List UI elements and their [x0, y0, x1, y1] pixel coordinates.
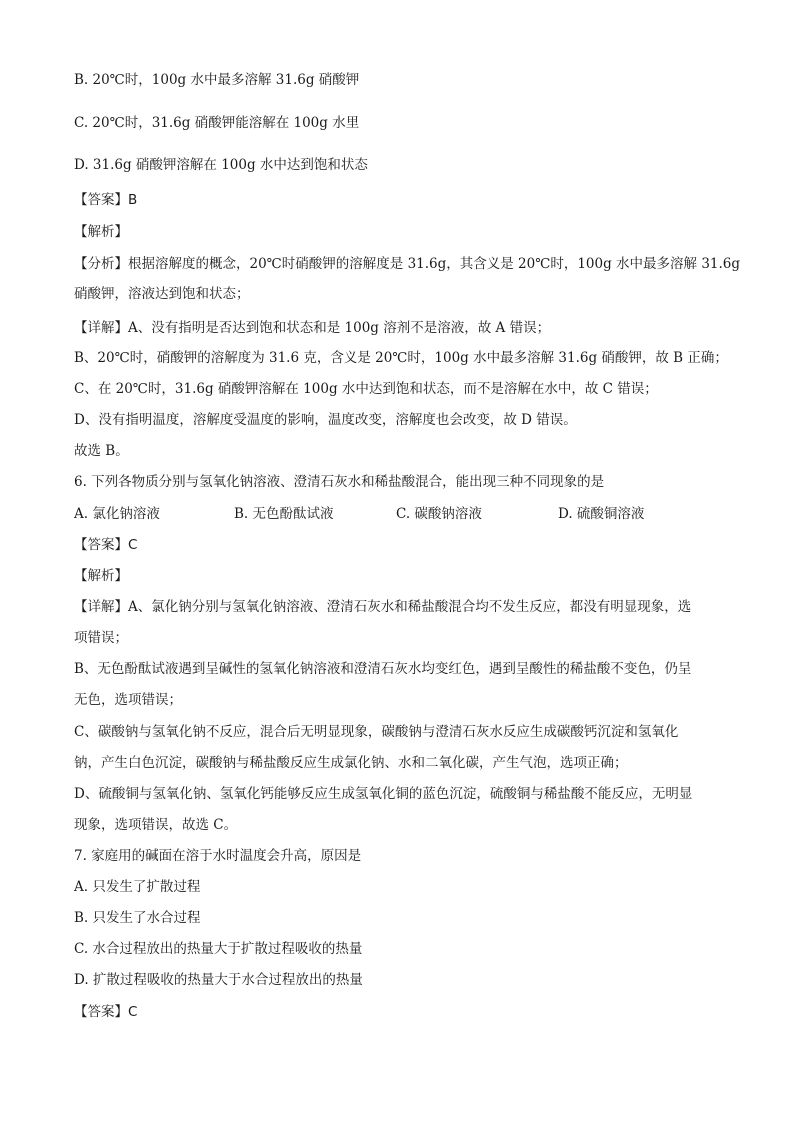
- q5-analysis-label: 【解析】: [74, 224, 128, 240]
- q5-option-c: C. 20℃时，31.6g 硝酸钾能溶解在 100g 水里: [74, 115, 360, 131]
- q7-option-a: A. 只发生了扩散过程: [74, 879, 201, 895]
- q5-fenxi-line-2: 硝酸钾，溶液达到饱和状态；: [74, 286, 250, 302]
- q5-fenxi-line-1: 【分析】根据溶解度的概念，20℃时硝酸钾的溶解度是 31.6g，其含义是 20℃时，100g 水中最多溶解 31.6g: [74, 256, 741, 272]
- q6-analysis-label: 【解析】: [74, 568, 128, 584]
- q6-detail-line: 钠，产生白色沉淀，碳酸钠与稀盐酸反应生成氯化钠、水和二氧化碳，产生气泡，选项正确；: [74, 755, 628, 771]
- q6-detail-line: 【详解】A、氯化钠分别与氢氧化钠溶液、澄清石灰水和稀盐酸混合均不发生反应，都没有明显现象，选: [74, 599, 692, 615]
- q6-detail-line: 无色，选项错误；: [74, 692, 182, 708]
- q6-option-b: B. 无色酚酞试液: [234, 506, 334, 522]
- q6-detail-line: C、碳酸钠与氢氧化钠不反应，混合后无明显现象，碳酸钠与澄清石灰水反应生成碳酸钙沉淀和氢氧化: [74, 724, 679, 740]
- q5-detail-line: 故选 B。: [74, 443, 129, 459]
- q6-option-d: D. 硫酸铜溶液: [558, 506, 645, 522]
- q6-answer: 【答案】C: [74, 537, 138, 553]
- q7-option-b: B. 只发生了水合过程: [74, 910, 201, 926]
- q5-answer: 【答案】B: [74, 192, 138, 208]
- q6-detail-line: B、无色酚酞试液遇到呈碱性的氢氧化钠溶液和澄清石灰水均变红色，遇到呈酸性的稀盐酸不变色，仍呈: [74, 661, 692, 677]
- q6-detail-line: 项错误；: [74, 630, 128, 646]
- q5-detail-line: B、20℃时，硝酸钾的溶解度为 31.6 克，含义是 20℃时，100g 水中最多溶解 31.6g 硝酸钾，故 B 正确；: [74, 350, 728, 366]
- q6-stem: 6. 下列各物质分别与氢氧化钠溶液、澄清石灰水和稀盐酸混合，能出现三种不同现象的是: [74, 474, 605, 490]
- q7-answer: 【答案】C: [74, 1004, 138, 1020]
- q6-detail-line: D、硫酸铜与氢氧化钠、氢氧化钙能够反应生成氢氧化铜的蓝色沉淀，硫酸铜与稀盐酸不能反应，无明显: [74, 786, 693, 802]
- q7-stem: 7. 家庭用的碱面在溶于水时温度会升高，原因是: [74, 848, 362, 864]
- q7-option-d: D. 扩散过程吸收的热量大于水合过程放出的热量: [74, 972, 363, 988]
- q5-detail-line: C、在 20℃时，31.6g 硝酸钾溶解在 100g 水中达到饱和状态，而不是溶解在水中，故 C 错误；: [74, 381, 658, 397]
- q6-option-c: C. 碳酸钠溶液: [396, 506, 482, 522]
- q6-detail-line: 现象，选项错误，故选 C。: [74, 817, 238, 833]
- q5-detail-line: D、没有指明温度，溶解度受温度的影响，温度改变，溶解度也会改变，故 D 错误。: [74, 412, 577, 428]
- q7-option-c: C. 水合过程放出的热量大于扩散过程吸收的热量: [74, 941, 363, 957]
- q5-option-d: D. 31.6g 硝酸钾溶解在 100g 水中达到饱和状态: [74, 157, 368, 173]
- q5-option-b: B. 20℃时，100g 水中最多溶解 31.6g 硝酸钾: [74, 72, 360, 88]
- q5-detail-line: 【详解】A、没有指明是否达到饱和状态和是 100g 溶剂不是溶液，故 A 错误；: [74, 320, 551, 336]
- q6-option-a: A. 氯化钠溶液: [74, 506, 160, 522]
